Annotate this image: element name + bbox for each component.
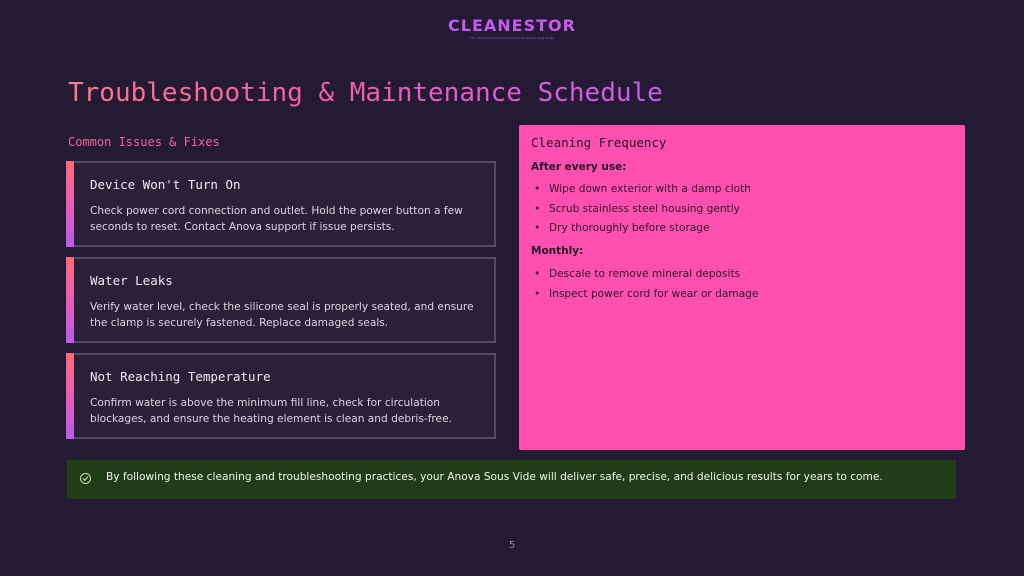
cleaning-frequency-panel bbox=[519, 125, 965, 450]
list-item: • Inspect power cord for wear or damage bbox=[531, 285, 758, 305]
issue-body: Verify water level, check the silicone seal is properly seated, and ensure the clamp is securely fastened. Replace damaged seals. bbox=[90, 301, 474, 329]
cleaning-panel-title: Cleaning Frequency bbox=[531, 135, 667, 150]
issue-accent-bar bbox=[66, 161, 74, 247]
issue-title: Water Leaks bbox=[90, 273, 173, 288]
list-item: • Wipe down exterior with a damp cloth bbox=[531, 180, 751, 200]
issue-card-water-leaks bbox=[66, 257, 496, 343]
issue-title: Device Won't Turn On bbox=[90, 177, 241, 192]
closing-note bbox=[67, 460, 956, 499]
monthly-list bbox=[531, 265, 758, 304]
issue-title: Not Reaching Temperature bbox=[90, 369, 271, 384]
slide-title: Troubleshooting & Maintenance Schedule bbox=[68, 78, 663, 108]
monthly-label: Monthly: bbox=[531, 245, 584, 257]
page-number: 5 bbox=[508, 540, 516, 551]
closing-note-text: By following these cleaning and troubleshooting practices, your Anova Sous Vide will deliver safe, precise, and delicious results for years to come. bbox=[106, 471, 883, 483]
brand-logo bbox=[0, 16, 1024, 40]
issue-card-not-reaching-temperature bbox=[66, 353, 496, 439]
issue-body: Confirm water is above the minimum fill line, check for circulation blockages, and ensure the heating element is clean and debris-free. bbox=[90, 397, 452, 425]
issues-section-label: Common Issues & Fixes bbox=[68, 135, 220, 149]
logo-wordmark: CLEANESTOR bbox=[0, 16, 1024, 35]
issue-accent-bar bbox=[66, 353, 74, 439]
check-circle-icon bbox=[80, 473, 91, 484]
list-item: • Descale to remove mineral deposits bbox=[531, 265, 758, 285]
issue-card-device-wont-turn-on bbox=[66, 161, 496, 247]
after-use-list bbox=[531, 180, 751, 239]
after-use-label: After every use: bbox=[531, 161, 627, 173]
list-item: • Dry thoroughly before storage bbox=[531, 219, 751, 239]
issue-body: Check power cord connection and outlet. Hold the power button a few seconds to reset. Contact Anova support if issue persists. bbox=[90, 205, 463, 233]
logo-tagline: The Ultimate Sous Vide Care and Troubleshooting Guide bbox=[469, 36, 555, 40]
issue-accent-bar bbox=[66, 257, 74, 343]
list-item: • Scrub stainless steel housing gently bbox=[531, 200, 751, 220]
